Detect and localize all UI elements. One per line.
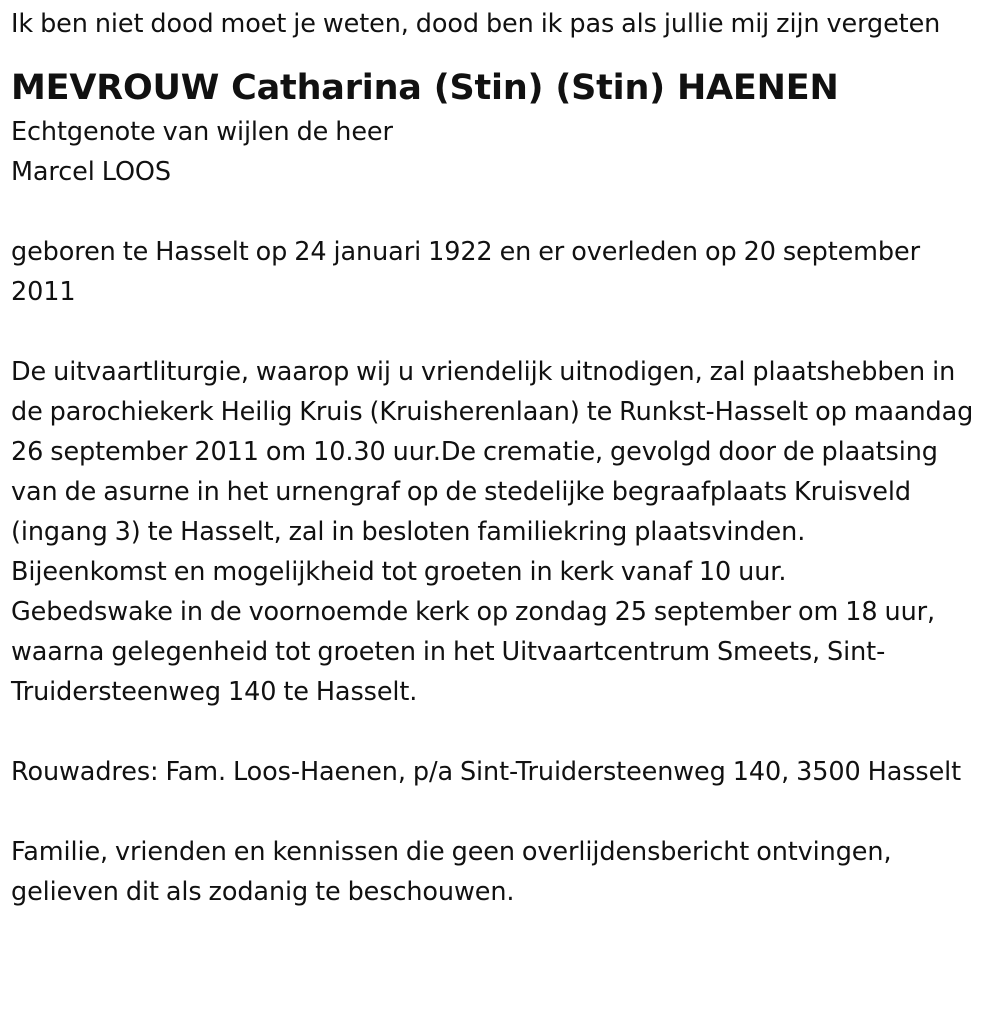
funeral-info-text: De uitvaartliturgie, waarop wij u vriendelijk uitnodigen, zal plaatshebben in de parochiekerk Heilig Kruis (Kruisherenlaan) te Runkst-Hasselt op maandag 26 september 2011 om 10.30 uur.De crematie, gevolgd door de plaatsing van de asurne in het urnengraf op de stedelijke begraafplaats Kruisveld (ingang 3) te Hasselt, zal in besloten familiekring plaatsvinden.	[11, 357, 974, 547]
spacer	[11, 712, 989, 752]
closing-note: Familie, vrienden en kennissen die geen overlijdensbericht ontvingen, gelieven dit als zodanig te beschouwen.	[11, 837, 892, 907]
spacer	[11, 312, 989, 352]
deceased-name: MEVROUW Catharina (Stin) (Stin) HAENEN	[11, 68, 839, 108]
funeral-paragraph	[11, 352, 989, 712]
wake-info-text: Gebedswake in de voornoemde kerk op zondag 25 september om 18 uur, waarna gelegenheid tot groeten in het Uitvaartcentrum Smeets, Sint-Truidersteenweg 140 te Hasselt.	[11, 597, 936, 707]
birth-death-paragraph: geboren te Hasselt op 24 januari 1922 en er overleden op 20 september 2011	[11, 237, 920, 307]
mourning-address: Rouwadres: Fam. Loos-Haenen, p/a Sint-Truidersteenweg 140, 3500 Hasselt	[11, 757, 962, 787]
spouse-line-2: Marcel LOOS	[11, 157, 171, 187]
spacer	[11, 792, 989, 832]
spacer	[11, 192, 989, 232]
motto-text: Ik ben niet dood moet je weten, dood ben ik pas als jullie mij zijn vergeten	[11, 9, 941, 39]
meeting-info-text: Bijeenkomst en mogelijkheid tot groeten in kerk vanaf 10 uur.	[11, 557, 787, 587]
spouse-line-1: Echtgenote van wijlen de heer	[11, 117, 393, 147]
